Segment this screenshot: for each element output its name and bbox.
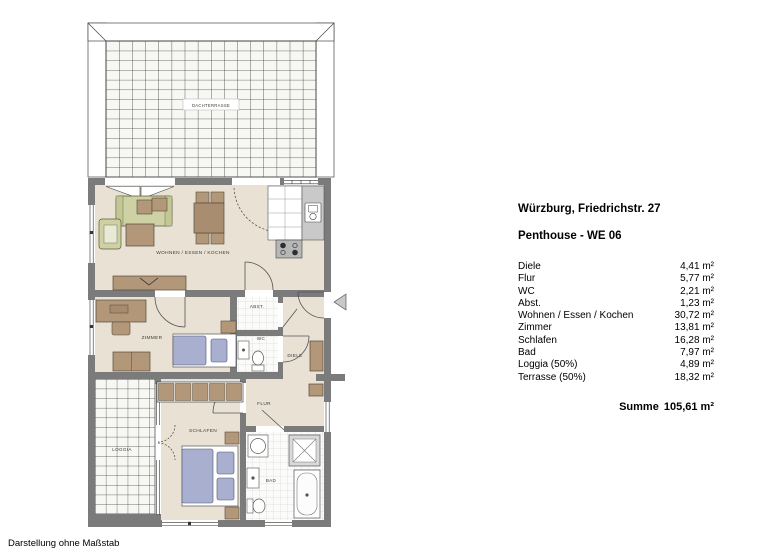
area-label: Zimmer [518,322,552,334]
desk-chair [112,322,130,335]
room-label-diele: DIELE [287,354,303,359]
floor-plan [80,15,355,535]
area-value: 4,89 m² [680,359,714,371]
nightstand [221,321,236,333]
sofa [116,196,172,226]
dining-table [194,192,224,244]
area-row [518,372,714,384]
scale-disclaimer: Darstellung ohne Maßstab [8,538,120,549]
single-bed [173,334,236,367]
armchair [99,219,121,249]
room-label-schlafen: SCHLAFEN [189,429,217,434]
area-row [518,286,714,298]
area-row [518,273,714,285]
toilet-wc-icon [252,351,264,371]
room-label-bad: BAD [265,478,277,483]
roof-terrace [88,23,334,177]
double-bed [182,446,238,506]
room-label-wc: WC [256,336,266,341]
total-label: Summe [619,400,659,413]
area-value: 4,41 m² [680,261,714,272]
area-total [518,401,714,413]
area-value: 18,32 m² [674,371,714,383]
bathtub-icon [294,470,320,518]
area-label: Terrasse (50%) [518,371,586,383]
area-label: Schlafen [518,334,557,346]
tv-sideboard [113,276,186,290]
area-row [518,359,714,371]
room-label-dachterrasse: DACHTERRASSE [191,102,231,108]
entrance-arrow-icon [334,294,346,310]
glass-wall-loggia [157,383,160,515]
nightstand [225,432,239,444]
wall-stub-exterior [316,374,345,381]
sink-bad-icon [247,468,259,488]
room-label-loggia: LOGGIA [112,447,132,452]
kitchen-sink-icon [305,203,321,222]
area-value: 1,23 m² [680,297,714,309]
total-value: 105,61 m² [663,400,714,413]
area-row [518,298,714,310]
sink-wc-icon [238,341,249,359]
wardrobe [157,382,243,402]
area-label: WC [518,285,535,297]
info-panel [518,203,714,413]
toilet-bad-icon [247,499,265,513]
unit-subtitle: Penthouse - WE 06 [518,230,622,242]
room-label-zimmer: ZIMMER [141,336,163,341]
room-label-wohnen: WOHNEN / ESSEN / KOCHEN [156,251,230,256]
area-label: Bad [518,347,536,359]
area-row [518,310,714,322]
area-row [518,261,714,273]
room-label-abst: ABST. [249,304,265,309]
cabinet-flur [309,384,323,396]
area-table [518,261,714,384]
washing-machine-icon [248,435,268,457]
sideboard-diele [310,341,323,371]
area-row [518,322,714,334]
area-value: 7,97 m² [680,347,714,359]
room-abst-floor [237,297,278,330]
area-row [518,347,714,359]
area-label: Flur [518,273,536,285]
stove-icon [276,240,302,258]
nightstand [225,507,239,519]
coffee-table [126,224,154,246]
dresser [113,352,150,371]
shower-icon [289,435,320,466]
area-label: Loggia (50%) [518,359,578,371]
area-value: 2,21 m² [680,285,714,297]
area-value: 30,72 m² [674,310,714,322]
area-value: 13,81 m² [674,322,714,334]
area-label: Diele [518,261,541,272]
area-label: Wohnen / Essen / Kochen [518,310,634,322]
area-row [518,335,714,347]
page-title: Würzburg, Friedrichstr. 27 [518,203,661,215]
area-value: 5,77 m² [680,273,714,285]
room-label-flur: FLUR [257,402,271,407]
area-label: Abst. [518,297,541,309]
area-value: 16,28 m² [674,334,714,346]
